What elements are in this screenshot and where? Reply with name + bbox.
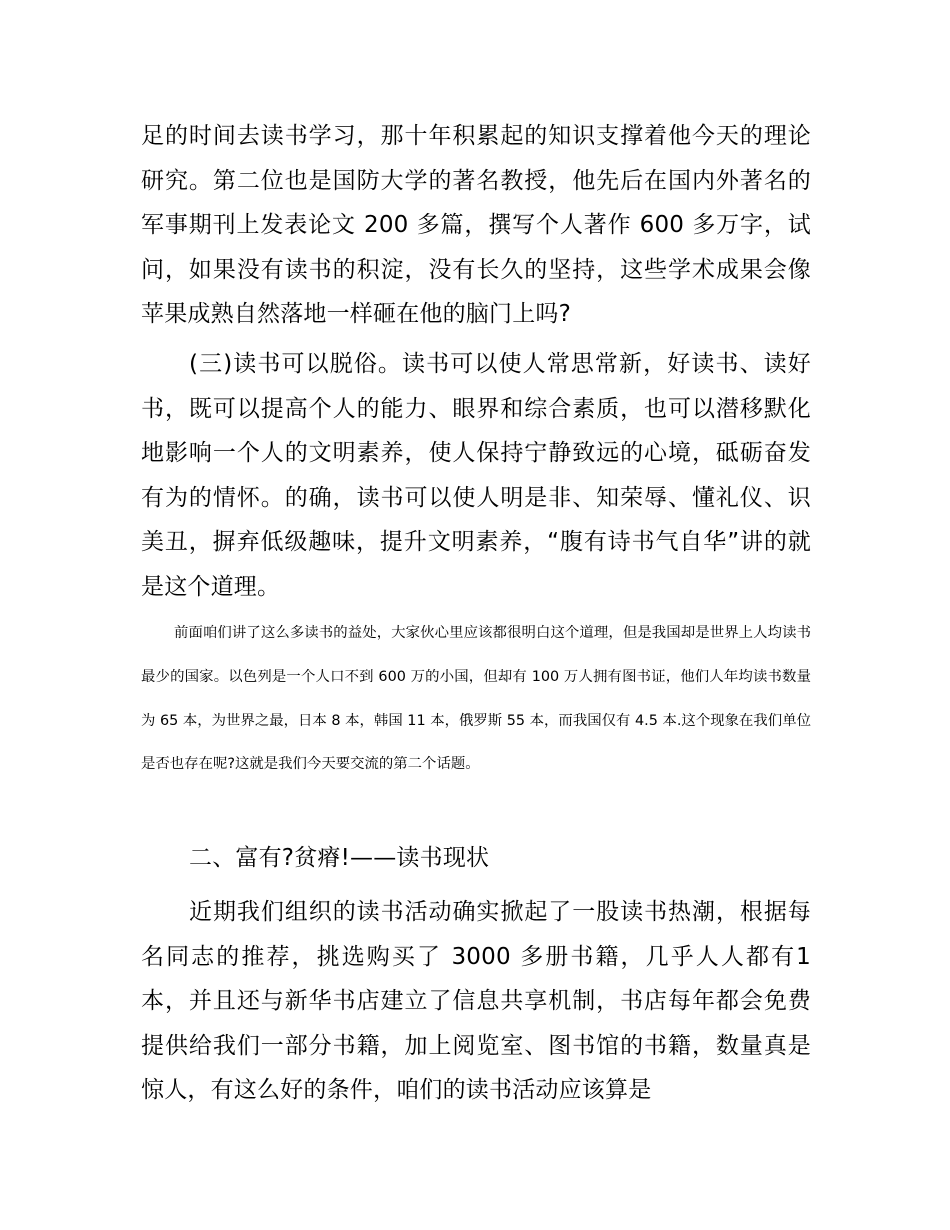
paragraph-reading-statistics: 前面咱们讲了这么多读书的益处，大家伙心里应该都很明白这个道理，但是我国却是世界上人均读书最少的国家。以色列是一个人口不到 600 万的小国，但却有 100 万人拥有图书证，他们人年均读书数量为 65 本，为世界之最，日本 8 本，韩国 11 本，俄罗斯 55 本，而我国仅有 4.5 本.这个现象在我们单位是否也存在呢?这就是我们今天要交流的第二个话题。 — [141, 625, 811, 773]
paragraph-professor-research: 足的时间去读书学习，那十年积累起的知识支撑着他今天的理论研究。第二位也是国防大学的著名教授，他先后在国内外著名的军事期刊上发表论文 200 多篇，撰写个人著作 600 多万字，试问，如果没有读书的积淀，没有长久的坚持，这些学术成果会像苹果成熟自然落地一样砸在他的脑门上吗? — [141, 123, 811, 328]
paragraph-reading-refines: (三)读书可以脱俗。读书可以使人常思常新，好读书、读好书，既可以提高个人的能力、眼界和综合素质，也可以潜移默化地影响一个人的文明素养，使人保持宁静致远的心境，砥砺奋发有为的情怀。的确，读书可以使人明是非、知荣辱、懂礼仪、识美丑，摒弃低级趣味，提升文明素养，“腹有诗书气自华”讲的就是这个道理。 — [141, 351, 811, 600]
paragraph-reading-activity: 近期我们组织的读书活动确实掀起了一股读书热潮，根据每名同志的推荐，挑选购买了 3000 多册书籍，几乎人人都有1 本，并且还与新华书店建立了信息共享机制，书店每年都会免费提供给我们一部分书籍，加上阅览室、图书馆的书籍，数量真是惊人，有这么好的条件，咱们的读书活动应该算是 — [141, 899, 811, 1104]
section-heading-reading-status: 二、富有?贫瘠!——读书现状 — [189, 845, 490, 871]
